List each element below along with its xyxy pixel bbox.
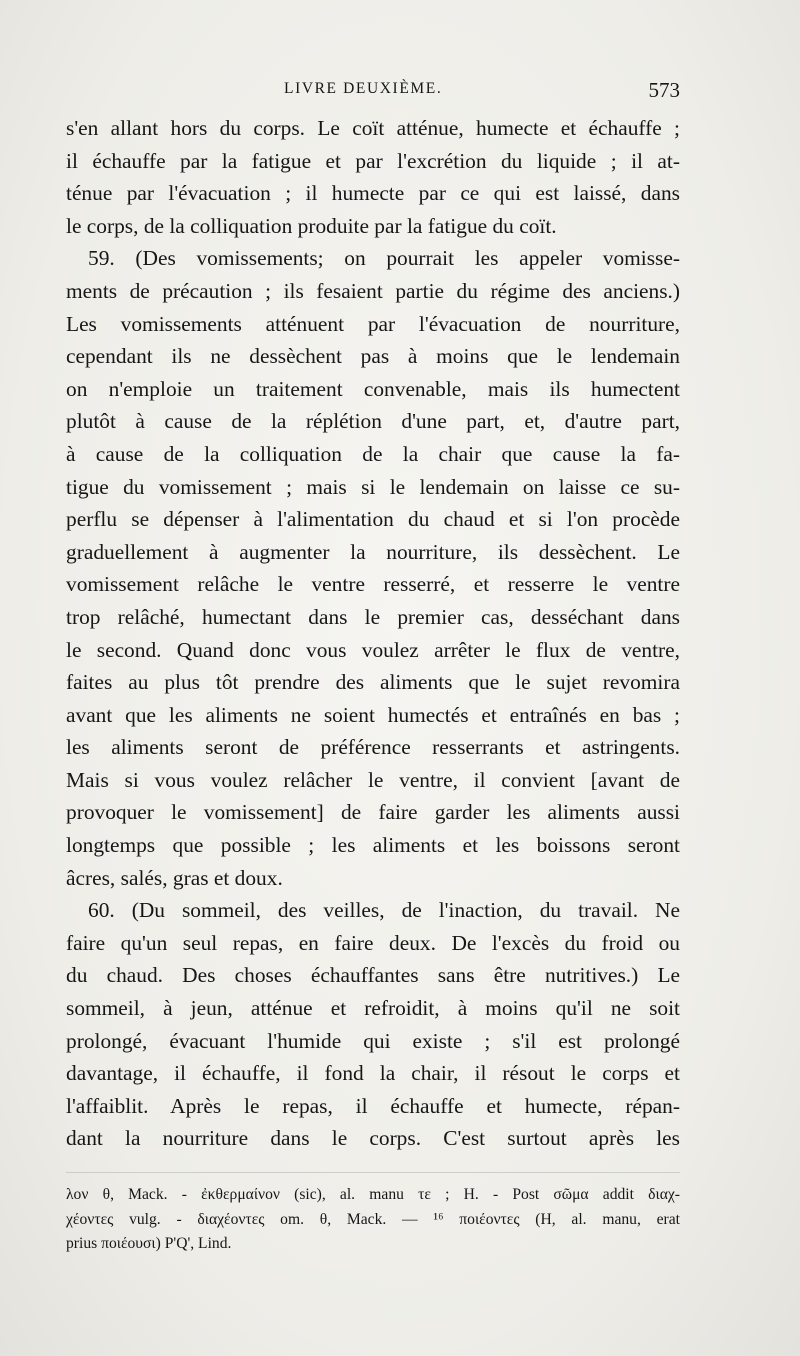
footnote-line: λον θ, Mack. - ἐκθερμαίνον (sic), al. manu τε ; H. - Post σῶμα addit διαχ- [66,1186,680,1203]
footnote-separator [66,1172,680,1173]
text-line: Mais si vous voulez relâcher le ventre, il convient [avant de [66,767,680,792]
text-line: plutôt à cause de la réplétion d'une part, et, d'autre part, [66,409,680,434]
text-line: davantage, il échauffe, il fond la chair, il résout le corps et [66,1061,680,1086]
footnote-line: prius ποιέουσι) P'Q', Lind. [66,1235,232,1253]
text-line: Les vomissements atténuent par l'évacuation de nourriture, [66,311,680,336]
text-line: ténue par l'évacuation ; il humecte par ce qui est laissé, dans [66,181,680,206]
footnotes [66,1183,680,1257]
text-line: il échauffe par la fatigue et par l'excrétion du liquide ; il at- [66,148,680,173]
text-line: dant la nourriture dans le corps. C'est surtout après les [66,1126,680,1151]
text-line: âcres, salés, gras et doux. [66,865,283,890]
text-line: provoquer le vomissement] de faire garder les aliments aussi [66,800,680,825]
text-line: prolongé, évacuant l'humide qui existe ; s'il est prolongé [66,1028,680,1053]
text-line: vomissement relâche le ventre resserré, et resserre le ventre [66,572,680,597]
running-title: LIVRE DEUXIÈME. [284,80,443,97]
text-line: le corps, de la colliquation produite par la fatigue du coït. [66,213,557,238]
text-line: graduellement à augmenter la nourriture, ils dessèchent. Le [66,539,680,564]
text-line: perflu se dépenser à l'alimentation du chaud et si l'on procède [66,507,680,532]
text-line: faire qu'un seul repas, en faire deux. De l'excès du froid ou [66,930,680,955]
text-line: à cause de la colliquation de la chair que cause la fa- [66,441,680,466]
text-line: du chaud. Des choses échauffantes sans être nutritives.) Le [66,963,680,988]
body-text [66,112,680,1155]
text-line: ments de précaution ; ils fesaient partie du régime des anciens.) [66,278,680,303]
text-line: tigue du vomissement ; mais si le lendemain on laisse ce su- [66,474,680,499]
section-60-heading-line: 60. (Du sommeil, des veilles, de l'inaction, du travail. Ne [88,898,680,923]
page-number: 573 [648,78,680,102]
footnote-line: χέοντες vulg. - διαχέοντες om. θ, Mack. — ¹⁶ ποιέοντες (H, al. manu, erat [66,1210,680,1228]
text-line: cependant ils ne dessèchent pas à moins que le lendemain [66,344,680,369]
text-line: faites au plus tôt prendre des aliments que le sujet revomira [66,670,680,695]
text-line: les aliments seront de préférence resserrants et astringents. [66,735,680,760]
text-line: l'affaiblit. Après le repas, il échauffe et humecte, répan- [66,1093,680,1118]
text-line: avant que les aliments ne soient humectés et entraînés en bas ; [66,702,680,727]
text-line: trop relâché, humectant dans le premier cas, desséchant dans [66,604,680,629]
text-line: s'en allant hors du corps. Le coït atténue, humecte et échauffe ; [66,116,680,140]
page-header [66,78,680,108]
text-line: on n'emploie un traitement convenable, mais ils humectent [66,376,680,401]
section-59-heading-line: 59. (Des vomissements; on pourrait les appeler vomisse- [88,246,680,271]
text-line: longtemps que possible ; les aliments et les boissons seront [66,833,680,858]
text-line: sommeil, à jeun, atténue et refroidit, à moins qu'il ne soit [66,996,680,1021]
text-line: le second. Quand donc vous voulez arrêter le flux de ventre, [66,637,680,662]
